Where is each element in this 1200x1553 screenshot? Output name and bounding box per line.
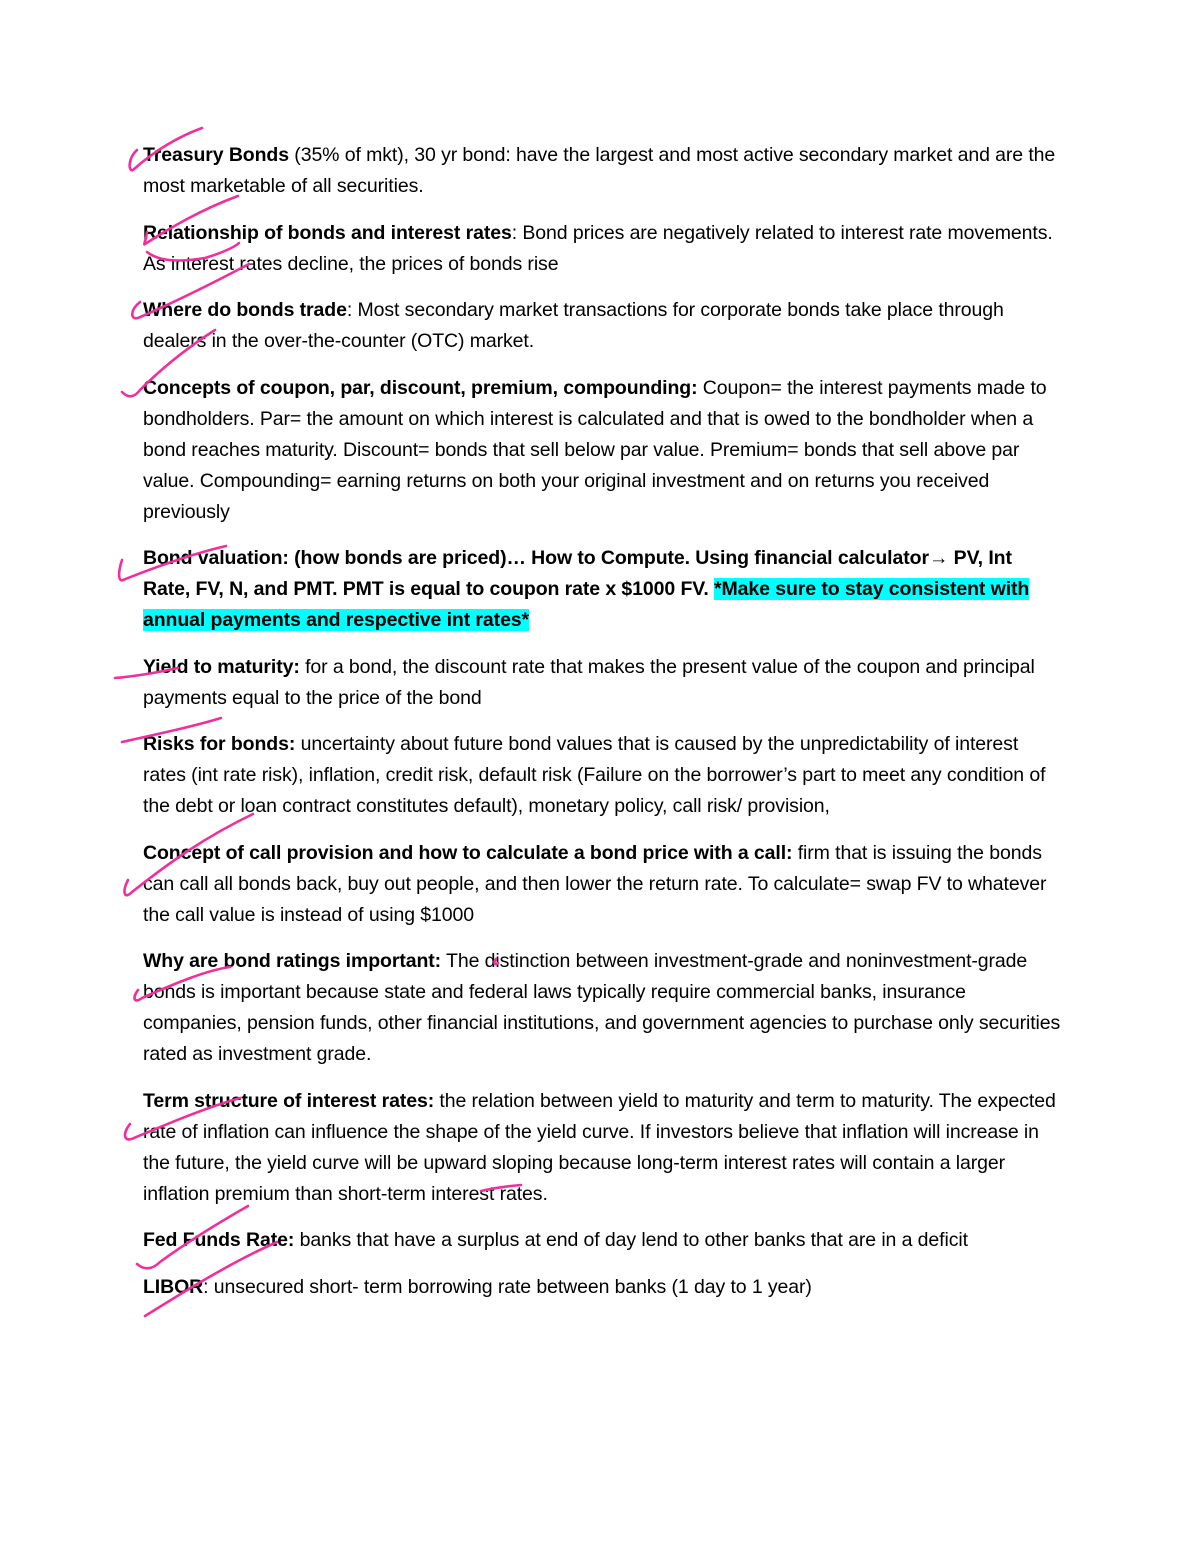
note-libor [143, 1272, 1063, 1303]
note-text: : Most secondary market transactions for corporate bonds take place through dealers in the over-the-counter (OTC) market. [143, 299, 1004, 352]
note-text: : unsecured short- term borrowing rate between banks (1 day to 1 year) [203, 1275, 812, 1298]
note-term-structure [143, 1086, 1063, 1210]
note-term: Bond valuation: (how bonds are priced)… How to Compute. Using financial calculator→ PV, Int Rate, FV, N, and PMT. PMT is equal to coupon rate x $1000 FV. [143, 547, 1012, 600]
note-text: firm that is issuing the bonds can call all bonds back, buy out people, and then lower the return rate. To calculate= swap FV to whatever the call value is instead of using $1000 [143, 841, 1047, 926]
note-bonds-interest-rates [143, 218, 1063, 280]
note-text: for a bond, the discount rate that makes the present value of the coupon and principal payments equal to the price of the bond [143, 655, 1035, 709]
note-term: Risks for bonds: [143, 733, 296, 755]
note-term: Concept of call provision and how to calculate a bond price with a call: [143, 841, 793, 864]
note-text: : Bond prices are negatively related to interest rate movements. As interest rates decline, the prices of bonds rise [143, 221, 1053, 275]
note-term: LIBOR [143, 1275, 204, 1298]
note-text: (35% of mkt), 30 yr bond: have the largest and most active secondary market and are the most marketable of all securities. [143, 144, 1056, 197]
note-term: Where do bonds trade [143, 299, 347, 321]
note-bond-valuation [143, 543, 1063, 636]
note-risks-for-bonds [143, 729, 1063, 822]
note-fed-funds-rate [143, 1225, 1063, 1256]
study-notes [143, 140, 1063, 1318]
note-text: The distinction between investment-grade and noninvestment-grade bonds is important because state and federal laws typically require commercial banks, insurance companies, pension funds, other financial institutions, and government agencies to purchase only securities rated as investment grade. [143, 950, 1061, 1065]
note-bond-ratings [143, 946, 1063, 1070]
note-term: Term structure of interest rates: [143, 1089, 435, 1112]
note-treasury-bonds [143, 140, 1063, 202]
note-call-provision [143, 838, 1063, 931]
note-text: the relation between yield to maturity and term to maturity. The expected rate of inflation can influence the shape of the yield curve. If investors believe that inflation will increase in the future, the yield curve will be upward sloping because long-term interest rates will contain a larger inflation premium than short-term interest rates. [143, 1089, 1056, 1205]
note-term: Fed Funds Rate: [143, 1229, 295, 1251]
note-term: Relationship of bonds and interest rates [143, 221, 512, 244]
note-term: Treasury Bonds [143, 144, 289, 166]
note-term: Why are bond ratings important: [143, 950, 442, 972]
highlighted-reminder: *Make sure to stay consistent with annual payments and respective int rates* [143, 578, 1030, 631]
note-term: Yield to maturity: [143, 655, 300, 678]
note-text: banks that have a surplus at end of day lend to other banks that are in a deficit [294, 1229, 968, 1251]
note-text: Coupon= the interest payments made to bondholders. Par= the amount on which interest is calculated and that is owed to the bondholder when a bond reaches maturity. Discount= bonds that sell below par value. Premium= bonds that sell above par value. Compounding= earning returns on both your original investment and on returns you received previously [143, 376, 1047, 523]
note-coupon-par-concepts [143, 373, 1063, 528]
note-text: uncertainty about future bond values that is caused by the unpredictability of interest rates (int rate risk), inflation, credit risk, default risk (Failure on the borrower’s part to meet any condition of the debt or loan contract constitutes default), monetary policy, call risk/ provision, [143, 733, 1046, 817]
note-yield-to-maturity [143, 652, 1063, 714]
note-term: Concepts of coupon, par, discount, premium, compounding: [143, 376, 698, 399]
note-where-bonds-trade [143, 295, 1063, 357]
